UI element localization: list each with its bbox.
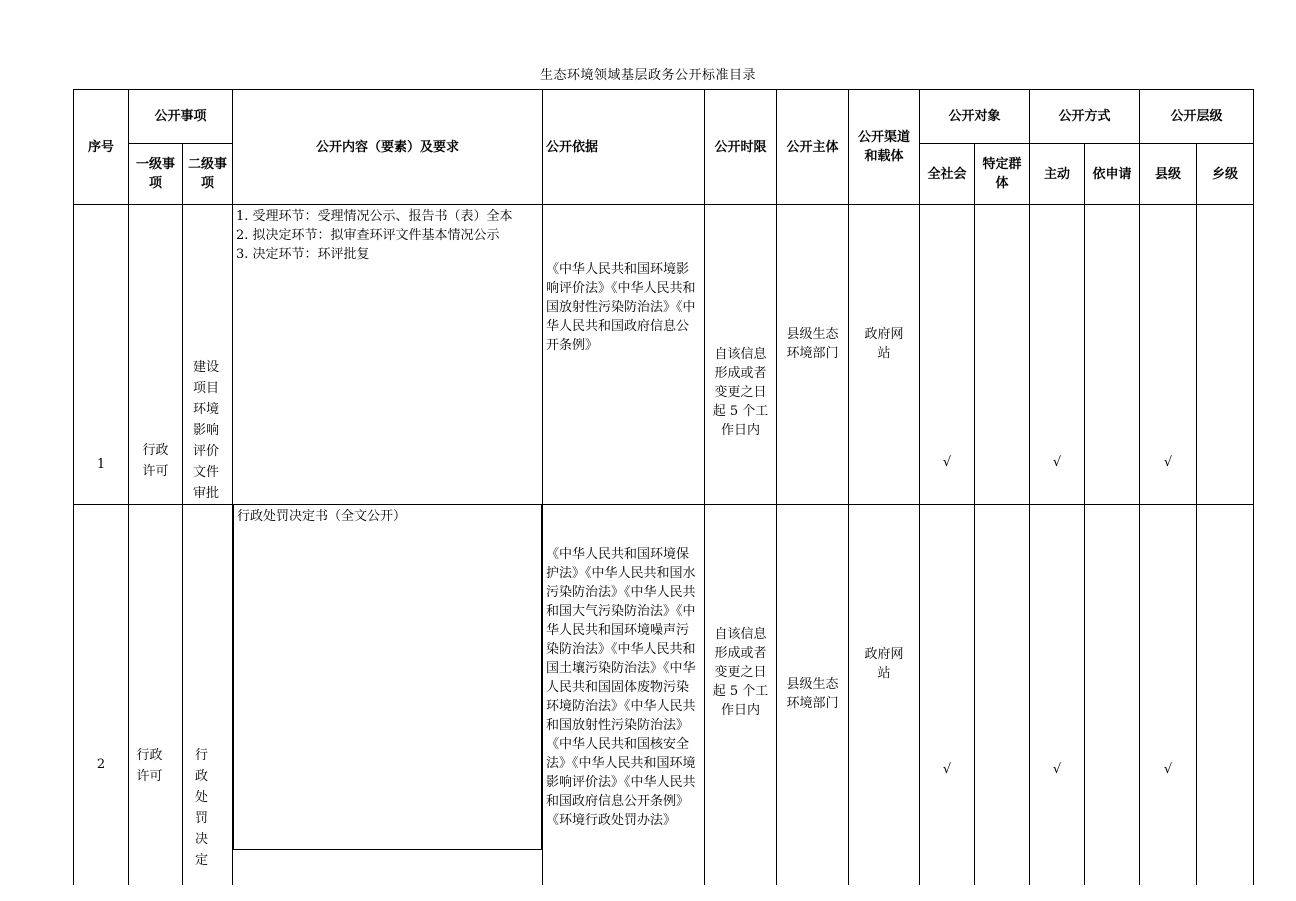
row-content: [233, 205, 543, 505]
row-time-limit: 自该信息形成或者变更之日起 5 个工作日内: [705, 505, 777, 885]
row-level-township: [1197, 205, 1254, 505]
header-content: 公开内容（要素）及要求: [233, 90, 543, 205]
row-level2: 建设项目环境影响评价文件审批: [193, 360, 220, 501]
header-basis: 公开依据: [543, 90, 705, 205]
header-method: 公开方式: [1030, 90, 1140, 144]
header-seq: 序号: [74, 90, 129, 205]
header-level-county: 县级: [1140, 144, 1197, 205]
row-method-request: [1085, 205, 1140, 505]
header-audience-all: 全社会: [920, 144, 975, 205]
content-item: 3. 决定环节：环评批复: [236, 247, 370, 262]
row-seq: 2: [74, 505, 129, 885]
row-basis: 《中华人民共和国环境影响评价法》《中华人民共和国放射性污染防治法》《中华人民共和国政府信息公开条例》: [543, 205, 705, 505]
header-method-request: 依申请: [1085, 144, 1140, 205]
row-method-active: √: [1030, 505, 1085, 885]
row-level-county: √: [1140, 205, 1197, 505]
content-item: 2. 拟决定环节：拟审查环评文件基本情况公示: [236, 228, 500, 243]
content-item: 行政处罚决定书（全文公开）: [237, 509, 407, 524]
row-subject: 县级生态环境部门: [777, 505, 849, 885]
row-audience-all: √: [920, 505, 975, 885]
row-content: [233, 505, 542, 850]
header-time-limit: 公开时限: [705, 90, 777, 205]
row-channel: 政府网站: [849, 205, 920, 505]
row-channel: 政府网站: [849, 505, 920, 885]
table-row: [74, 505, 1254, 885]
header-subject: 公开主体: [777, 90, 849, 205]
row-subject: 县级生态环境部门: [777, 205, 849, 505]
row-method-request: [1085, 505, 1140, 885]
row-audience-specific: [975, 205, 1030, 505]
row-audience-all: √: [920, 205, 975, 505]
page-title: 生态环境领域基层政务公开标准目录: [539, 68, 756, 83]
header-level2: 二级事项: [183, 144, 233, 205]
header-method-active: 主动: [1030, 144, 1085, 205]
table-row: [74, 205, 1254, 505]
header-level-township: 乡级: [1197, 144, 1254, 205]
row-seq: 1: [74, 205, 129, 505]
row-level-county: √: [1140, 505, 1197, 885]
row-level1: 行政许可: [142, 443, 169, 479]
header-level: 公开层级: [1140, 90, 1254, 144]
content-item: 1. 受理环节：受理情况公示、报告书（表）全本: [236, 209, 513, 224]
row-method-active: √: [1030, 205, 1085, 505]
row-level1: 行政许可: [136, 748, 163, 784]
row-audience-specific: [975, 505, 1030, 885]
row-level2: 行政处罚决定: [195, 748, 209, 868]
header-items: 公开事项: [129, 90, 233, 144]
row-basis: 《中华人民共和国环境保护法》《中华人民共和国水污染防治法》《中华人民共和国大气污染防治法》《中华人民共和国环境噪声污染防治法》《中华人民共和国土壤污染防治法》《中华人民共和国固体废物污染环境防治法》《中华人民共和国放射性污染防治法》《中华人民共和国核安全法》《中华人民共和国环境影响评价法》《中华人民共和国政府信息公开条例》《环境行政处罚办法》: [543, 505, 705, 885]
catalog-table: [73, 89, 1254, 885]
header-audience: 公开对象: [920, 90, 1030, 144]
row-level-township: [1197, 505, 1254, 885]
header-level1: 一级事项: [129, 144, 183, 205]
header-channel: 公开渠道和载体: [849, 90, 920, 205]
row-time-limit: 自该信息形成或者变更之日起 5 个工作日内: [705, 205, 777, 505]
header-audience-specific: 特定群体: [975, 144, 1030, 205]
header-row-top: [74, 90, 1254, 144]
